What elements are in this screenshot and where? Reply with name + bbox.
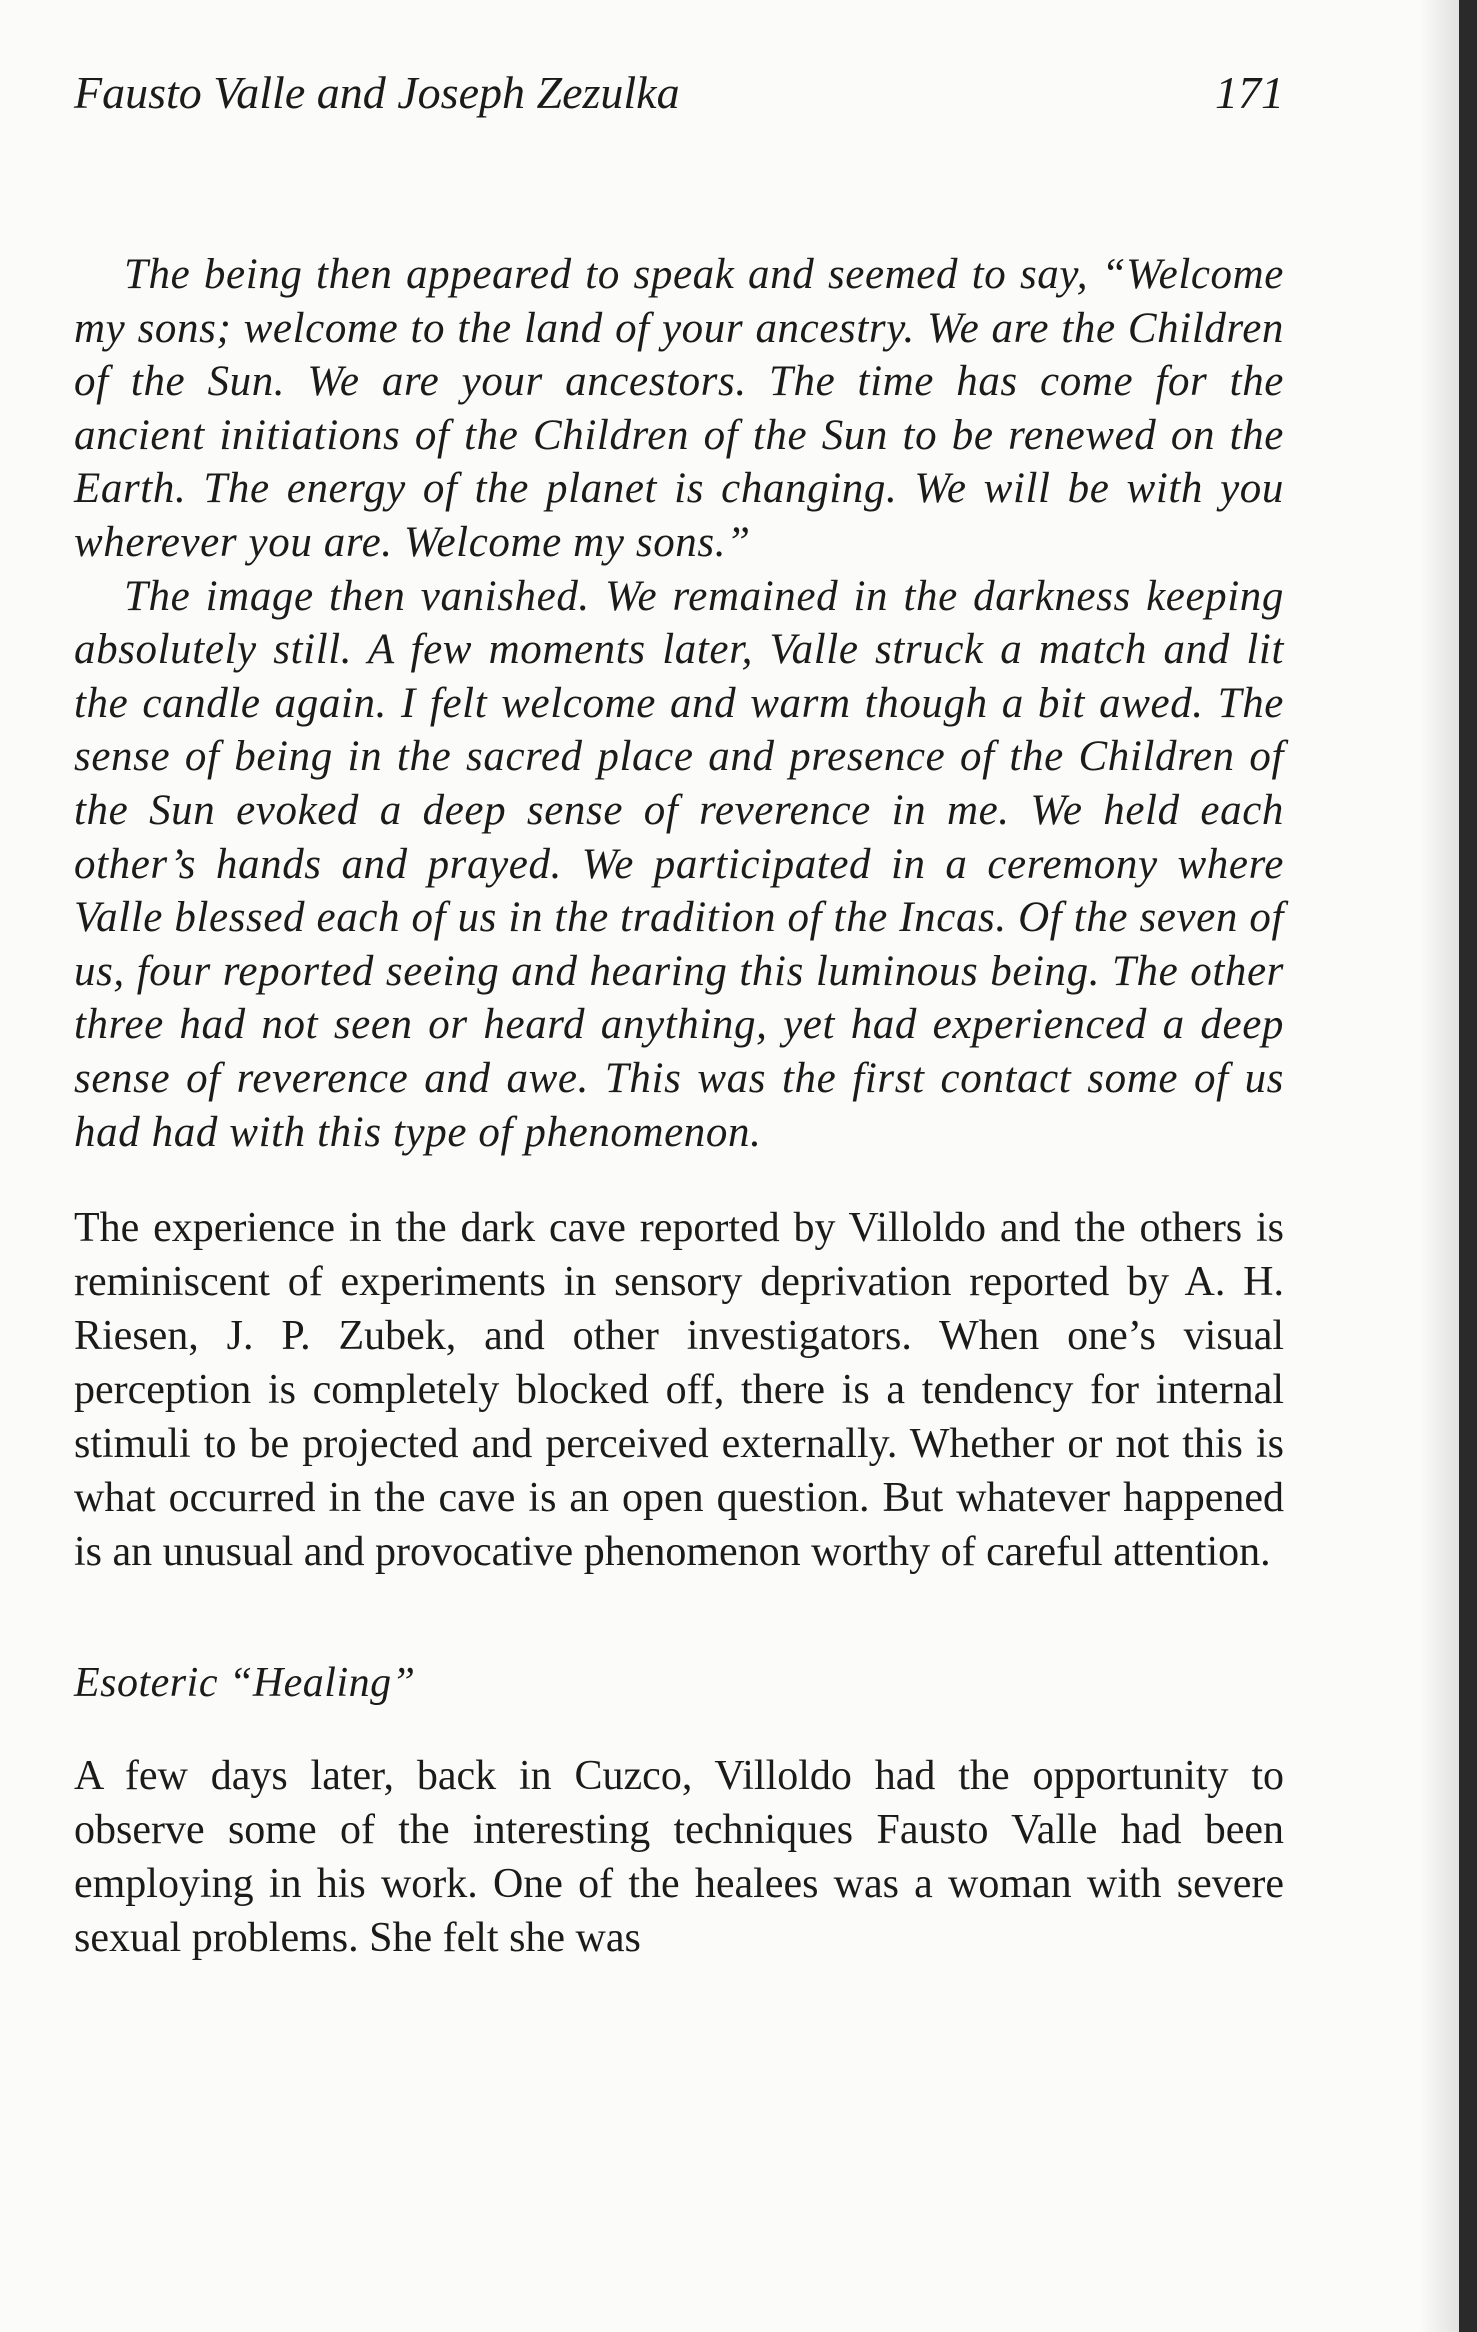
quote-paragraph: The being then appeared to speak and seemed to say, “Welcome my sons; welcome to the land of your ancestry. We are the Children of the Sun. We are your ancestors. The time has come for the ancient initiations of the Children of the Sun to be renewed on the Earth. The energy of the planet is changing. We will be with you wherever you are. Welcome my sons.” (74, 251, 1284, 566)
section-heading: Esoteric “Healing” (74, 1660, 416, 1707)
body-text (74, 1749, 1284, 1965)
page-content (74, 60, 1284, 1965)
page-gutter-shadow (1419, 0, 1459, 2332)
running-header (74, 60, 1284, 130)
page-edge (1459, 0, 1477, 2332)
page-number: 171 (1215, 67, 1284, 118)
quoted-passage (74, 248, 1284, 1159)
body-paragraph: A few days later, back in Cuzco, Villoldo had the opportunity to observe some of the interesting techniques Fausto Valle had been employing in his work. One of the healees was a woman with severe sexual problems. She felt she was (74, 1753, 1284, 1962)
quote-paragraph: The image then vanished. We remained in the darkness keeping absolutely still. A few moments later, Valle struck a match and lit the candle again. I felt welcome and warm though a bit awed. The sense of being in the sacred place and presence of the Children of the Sun evoked a deep sense of reverence in me. We held each other’s hands and prayed. We participated in a ceremony where Valle blessed each of us in the tradition of the Incas. Of the seven of us, four reported seeing and hearing this luminous being. The other three had not seen or heard anything, yet had experienced a deep sense of reverence and awe. This was the first contact some of us had had with this type of phenomenon. (74, 572, 1284, 1156)
body-paragraph: The experience in the dark cave reported by Villoldo and the others is reminiscent of experiments in sensory deprivation reported by A. H. Riesen, J. P. Zubek, and other investigators. When one’s visual perception is completely blocked off, there is a tendency for internal stimuli to be projected and perceived externally. Whether or not this is what occurred in the cave is an open question. But whatever happened is an unusual and provocative phenomenon worthy of careful attention. (74, 1205, 1284, 1576)
running-title: Fausto Valle and Joseph Zezulka (74, 67, 680, 118)
body-text (74, 1201, 1284, 1579)
